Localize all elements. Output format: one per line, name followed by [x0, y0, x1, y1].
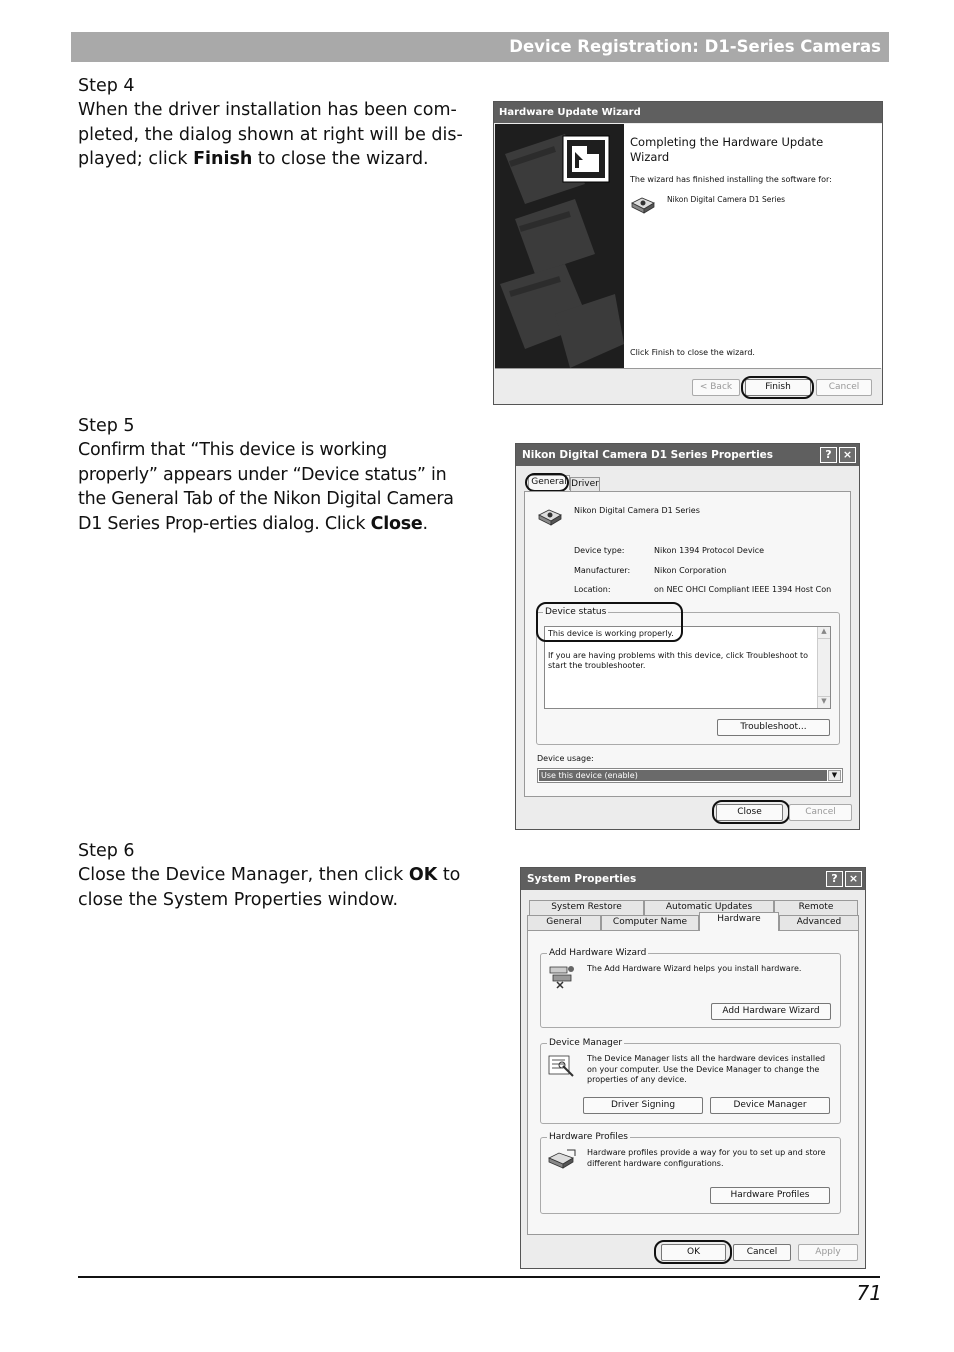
- chevron-down-icon[interactable]: ▼: [828, 770, 841, 781]
- location-label: Location:: [574, 585, 611, 594]
- step-6-text: Close the Device Manager, then click: [78, 865, 409, 885]
- tab-advanced[interactable]: Advanced: [779, 915, 859, 930]
- back-button[interactable]: < Back: [692, 379, 740, 396]
- add-hardware-text: The Add Hardware Wizard helps you install hardware.: [587, 964, 802, 973]
- device-properties-dialog: [515, 443, 860, 830]
- add-hardware-label: Add Hardware Wizard: [549, 948, 647, 958]
- finish-button[interactable]: Finish: [745, 379, 811, 396]
- help-icon[interactable]: ?: [820, 447, 837, 463]
- ok-highlight-ring: [654, 1240, 732, 1264]
- cancel-button[interactable]: Cancel: [816, 379, 872, 396]
- step-5-title: Step 5: [78, 416, 135, 436]
- step-4-text: When the driver installation has been com-pleted, the dialog shown at right will be dis-played; click: [78, 100, 463, 169]
- step-4-body: [78, 98, 470, 172]
- cancel-button[interactable]: Cancel: [733, 1244, 791, 1261]
- tab-computer-name[interactable]: Computer Name: [601, 915, 699, 930]
- add-hardware-wizard-button[interactable]: Add Hardware Wizard: [711, 1003, 831, 1020]
- step-6-title: Step 6: [78, 841, 135, 861]
- device-manager-text: The Device Manager lists all the hardware devices installed on your computer. Use the Device Manager to change the properties of any device.: [587, 1054, 826, 1084]
- properties-device-name: Nikon Digital Camera D1 Series: [574, 506, 700, 515]
- step-4: [78, 74, 470, 172]
- help-icon[interactable]: ?: [826, 871, 843, 887]
- troubleshoot-hint: If you are having problems with this device, click Troubleshoot to start the troubleshooter.: [548, 651, 809, 670]
- apply-button[interactable]: Apply: [798, 1244, 858, 1261]
- ok-button[interactable]: OK: [661, 1244, 726, 1261]
- step-4-text-end: to close the wizard.: [252, 149, 429, 169]
- footer-rule: [78, 1276, 880, 1278]
- wizard-title: Hardware Update Wizard: [499, 107, 641, 118]
- close-highlight-ring: [712, 800, 790, 824]
- tab-remote[interactable]: Remote: [774, 900, 858, 915]
- troubleshoot-button[interactable]: Troubleshoot...: [717, 719, 830, 736]
- page-number: 71: [856, 1281, 882, 1305]
- step-6-bold: OK: [408, 865, 438, 885]
- wizard-device-name: Nikon Digital Camera D1 Series: [667, 195, 786, 204]
- device-manager-label: Device Manager: [549, 1038, 623, 1048]
- tab-automatic-updates[interactable]: Automatic Updates: [644, 900, 774, 915]
- step-5: [78, 414, 470, 536]
- step-6: [78, 839, 470, 912]
- close-icon[interactable]: ×: [845, 871, 862, 887]
- step-5-body: [78, 438, 470, 536]
- step-5-text: Confirm that “This device is working properly” appears under “Device status” in the General Tab of the Nikon Digital Camera D1 Series Prop-erties dialog. Click: [78, 440, 454, 534]
- wizard-titlebar: [494, 102, 882, 123]
- section-header-title: Device Registration: D1-Series Cameras: [509, 37, 881, 56]
- titlebar-buttons: [820, 447, 856, 463]
- camera-device-icon: [630, 194, 656, 217]
- tab-system-restore[interactable]: System Restore: [529, 900, 644, 915]
- step-5-text-end: .: [422, 513, 428, 534]
- device-manager-icon: [547, 1054, 575, 1081]
- wizard-close-hint: Click Finish to close the wizard.: [630, 348, 755, 357]
- tab-hardware[interactable]: Hardware: [699, 912, 779, 931]
- titlebar-buttons: [826, 871, 862, 887]
- status-scrollbar[interactable]: ▲ ▼: [817, 627, 830, 708]
- hardware-profiles-label: Hardware Profiles: [549, 1132, 628, 1142]
- device-usage-label: Device usage:: [537, 754, 594, 763]
- device-usage-value: Use this device (enable): [539, 770, 827, 781]
- wizard-graphic-icon: [495, 124, 624, 368]
- tab-driver[interactable]: Driver: [570, 477, 600, 492]
- step-6-text-end: to close the System Properties window.: [78, 865, 461, 910]
- tab-general[interactable]: General: [527, 915, 601, 930]
- manufacturer-value: Nikon Corporation: [654, 566, 727, 575]
- section-header-bar: [71, 32, 889, 62]
- general-tab-highlight-ring: [525, 473, 569, 492]
- device-type-label: Device type:: [574, 546, 625, 555]
- close-button[interactable]: Close: [716, 804, 783, 821]
- add-hardware-icon: [547, 963, 577, 992]
- wizard-heading: Completing the Hardware Update Wizard: [630, 135, 824, 164]
- hardware-profiles-button[interactable]: Hardware Profiles: [710, 1187, 830, 1204]
- step-5-bold: Close: [370, 513, 423, 534]
- driver-signing-button[interactable]: Driver Signing: [583, 1097, 703, 1114]
- tab-general[interactable]: General: [528, 475, 570, 490]
- properties-title: Nikon Digital Camera D1 Series Properties: [522, 449, 774, 461]
- properties-titlebar: [516, 444, 859, 466]
- location-value: on NEC OHCI Compliant IEEE 1394 Host Con: [654, 585, 832, 594]
- hardware-profiles-text: Hardware profiles provide a way for you to set up and store different hardware configurations.: [587, 1148, 826, 1168]
- status-highlight-ring: [536, 602, 683, 642]
- step-4-bold: Finish: [193, 149, 253, 169]
- device-type-value: Nikon 1394 Protocol Device: [654, 546, 765, 555]
- step-4-title: Step 4: [78, 76, 135, 96]
- device-usage-select[interactable]: [537, 768, 843, 783]
- system-titlebar: [521, 868, 865, 890]
- device-status-text: This device is working properly.: [548, 629, 674, 638]
- close-icon[interactable]: ×: [839, 447, 856, 463]
- step-6-body: [78, 863, 470, 912]
- device-manager-button[interactable]: Device Manager: [710, 1097, 830, 1114]
- wizard-side-panel: [495, 124, 624, 368]
- system-properties-dialog: [520, 867, 866, 1269]
- wizard-finished-text: The wizard has finished installing the software for:: [630, 175, 832, 184]
- hardware-update-wizard-dialog: [493, 101, 883, 405]
- device-status-label: Device status: [545, 607, 607, 617]
- manufacturer-label: Manufacturer:: [574, 566, 631, 575]
- finish-highlight-ring: [741, 376, 814, 399]
- camera-device-icon: [537, 506, 563, 529]
- wizard-divider: [495, 368, 881, 369]
- hardware-profiles-icon: [547, 1148, 577, 1175]
- system-title: System Properties: [527, 873, 637, 885]
- cancel-button[interactable]: Cancel: [789, 804, 852, 821]
